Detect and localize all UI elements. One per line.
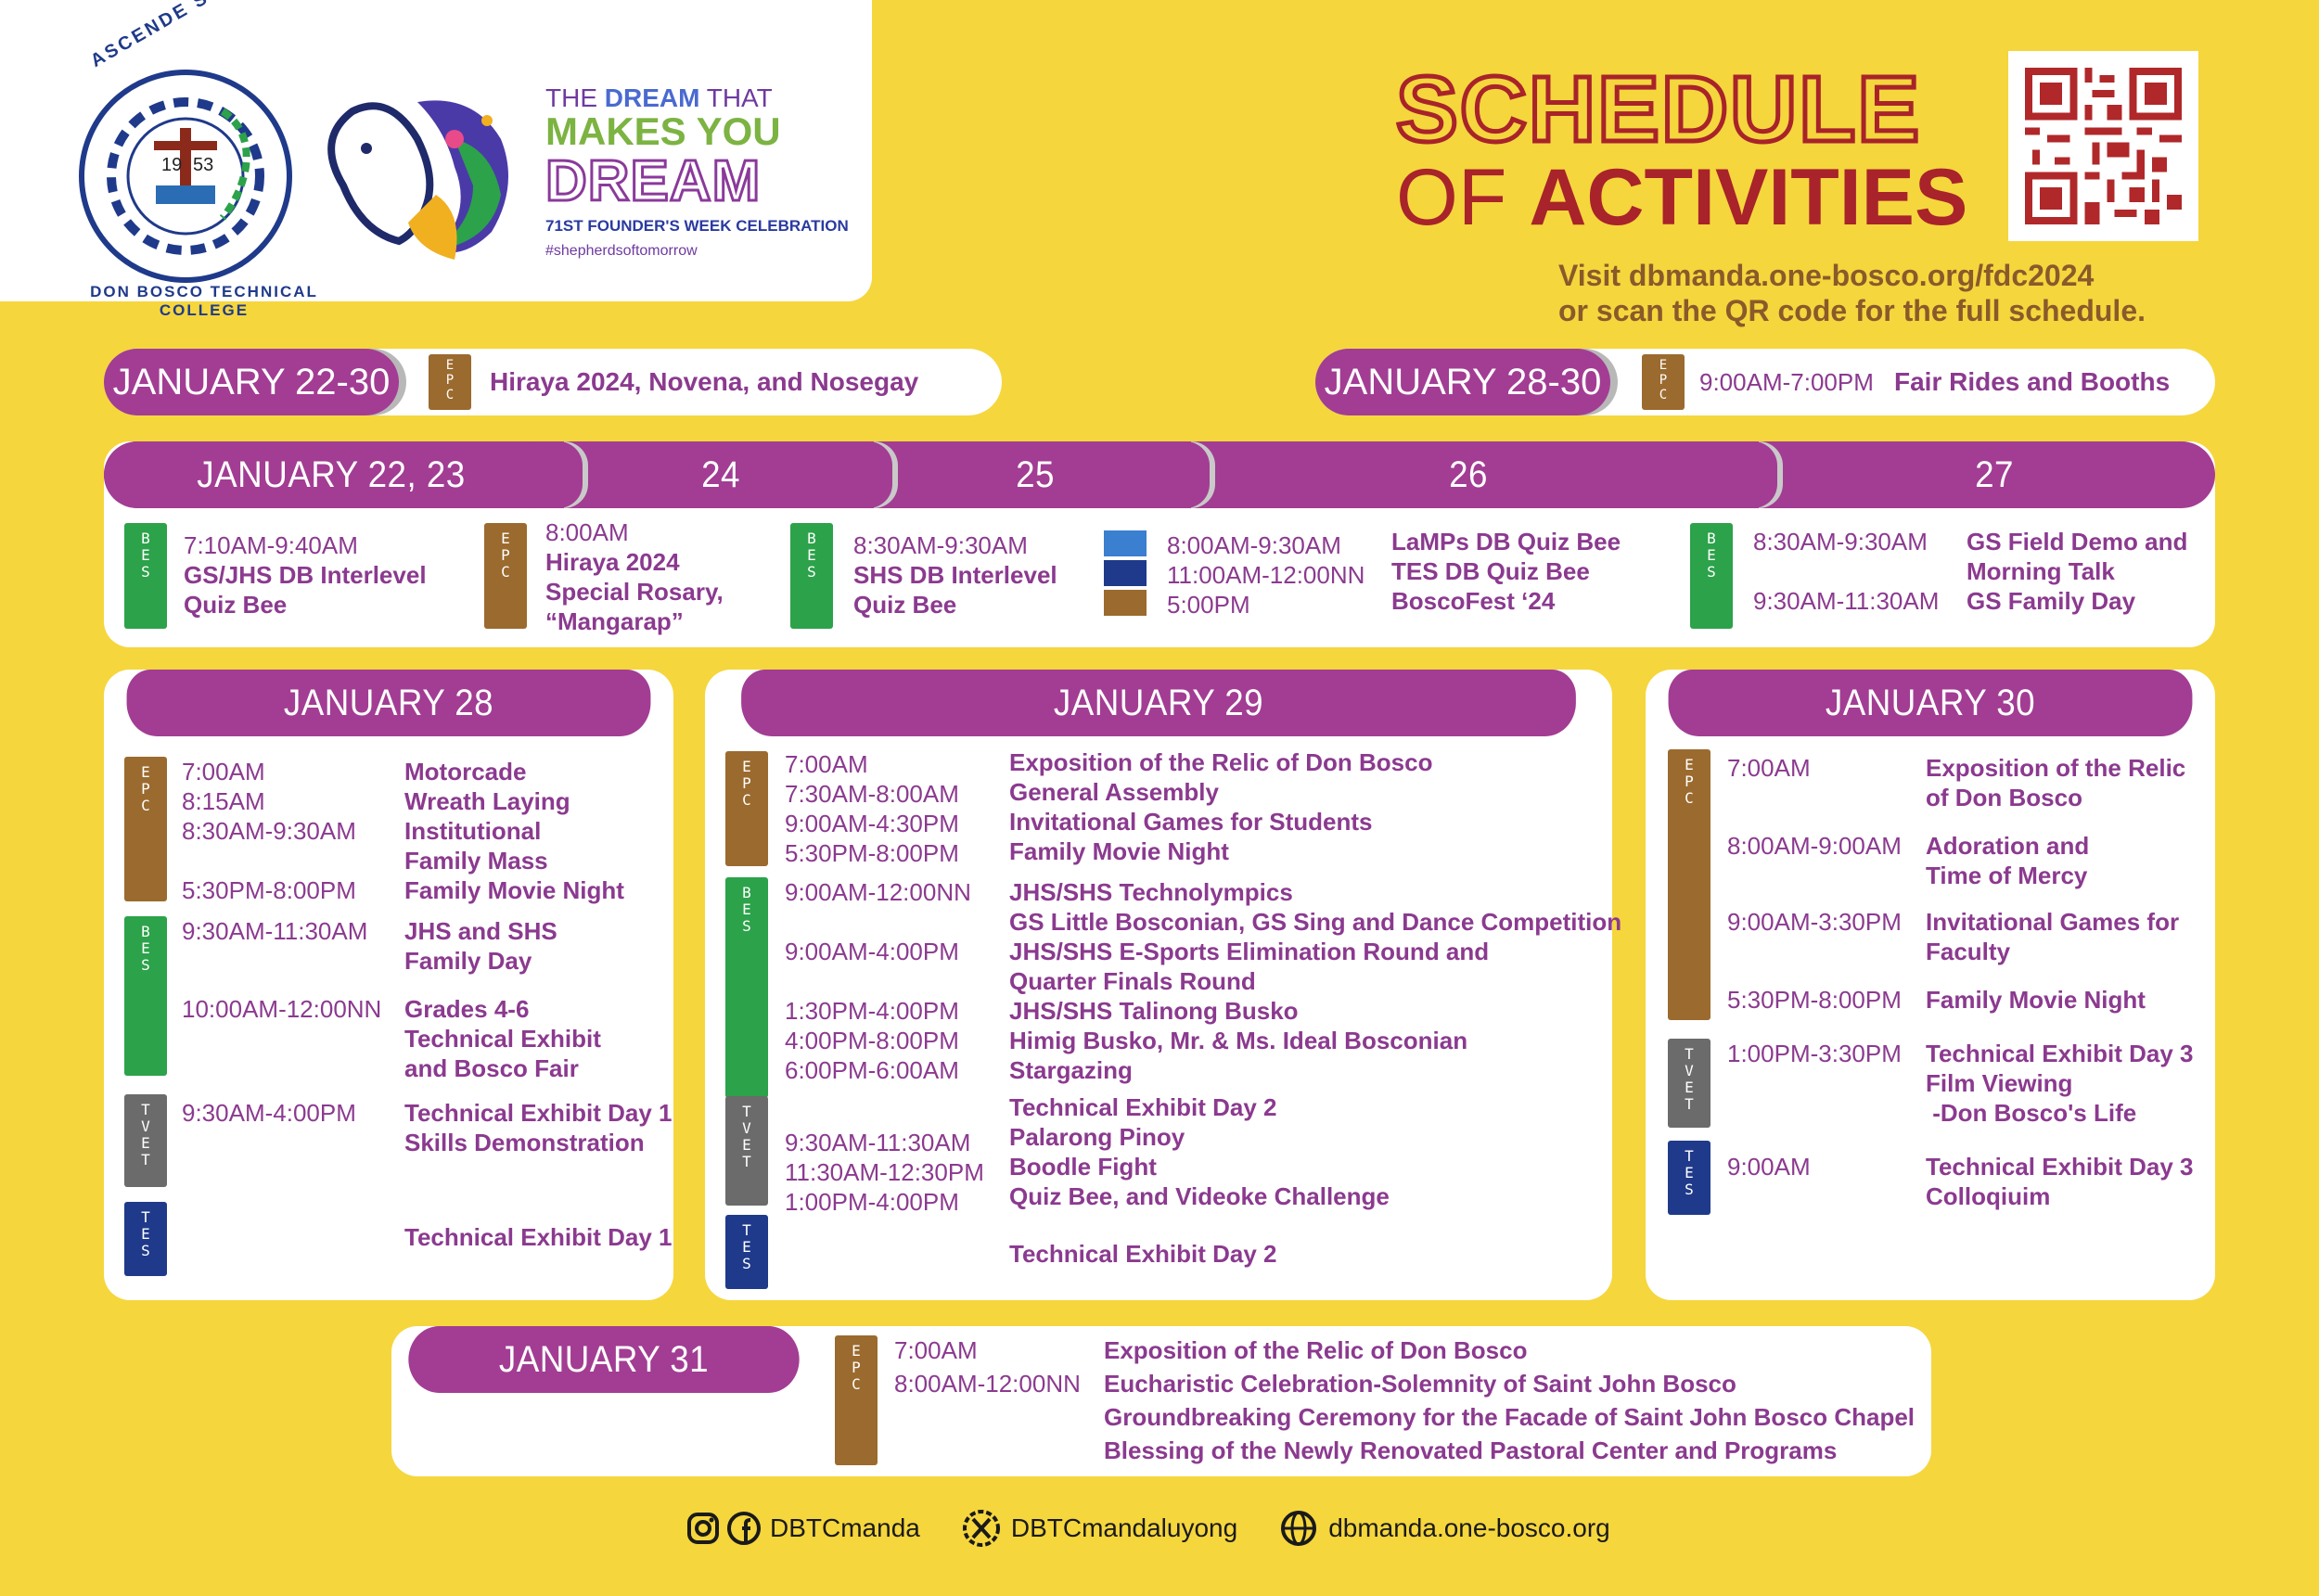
event-time: 8:30AM-9:30AM — [853, 531, 1028, 559]
category-epc-badge: E P C — [1668, 749, 1710, 1020]
facebook-icon — [725, 1510, 762, 1547]
event-fair-rides: Fair Rides and Booths — [1894, 367, 2171, 396]
category-epc-badge: E P C — [484, 523, 527, 629]
event-name: Hiraya 2024 Special Rosary, “Mangarap” — [545, 548, 724, 635]
jan29-header: JANUARY 29 — [741, 670, 1576, 736]
category-bes-badge: B E S — [790, 523, 833, 629]
event-time: 9:00AM — [1727, 1153, 1811, 1181]
visit-line2: or scan the QR code for the full schedule. — [1558, 294, 2146, 327]
jan31-header: JANUARY 31 — [408, 1326, 799, 1393]
event-bar-jan22-30 — [104, 349, 1002, 415]
jan28-header: JANUARY 28 — [127, 670, 651, 736]
category-tes-swatch — [1104, 560, 1147, 586]
event-names: Exposition of the Relic of Don Bosco Eucharistic Celebration-Solemnity of Saint John Bosco Groundbreaking Ceremony for the Facade of Saint John Bosco Chapel Blessing of the Newly Renovated Pastoral Center and Programs — [1104, 1336, 1915, 1464]
event-name: Exposition of the Relic of Don Bosco — [1926, 754, 2186, 811]
title-schedule: SCHEDULE — [1396, 57, 1922, 161]
event-name: Grades 4-6 Technical Exhibit and Bosco Fair — [404, 995, 601, 1082]
week-card — [104, 441, 2215, 647]
event-name: Invitational Games for Faculty — [1926, 908, 2180, 965]
social-handle: DBTCmanda — [770, 1513, 920, 1542]
category-tes-badge: T E S — [1668, 1141, 1710, 1215]
event-name: Family Movie Night — [1926, 986, 2146, 1014]
category-bes-badge: B E S — [124, 916, 167, 1076]
category-epc-badge: E P C — [1642, 354, 1685, 410]
event-time: 8:00AM-9:00AM — [1727, 832, 1902, 860]
event-times: 7:00AM 8:00AM-12:00NN — [894, 1336, 1081, 1398]
category-tes-badge: T E S — [124, 1202, 167, 1276]
event-times: 9:30AM-11:30AM 11:30AM-12:30PM 1:00PM-4:00PM — [785, 1129, 984, 1216]
seal-school-name: DON BOSCO TECHNICAL COLLEGE — [90, 283, 318, 319]
jan28-card — [104, 670, 673, 1300]
week-day-25: 25 — [1016, 453, 1055, 495]
event-name: Technical Exhibit Day 2 — [1009, 1240, 1277, 1268]
event-name: Technical Exhibit Day 3 Film Viewing -Don Bosco's Life — [1926, 1040, 2194, 1127]
school-seal — [65, 56, 306, 297]
social-handle: DBTCmandaluyong — [1010, 1513, 1238, 1542]
svg-text:19: 19 — [161, 155, 183, 175]
x-twitter-icon — [961, 1508, 1002, 1549]
event-names: Exposition of the Relic of Don Bosco General Assembly Invitational Games for Students Family Movie Night — [1009, 748, 1433, 865]
category-epc-swatch — [1104, 590, 1147, 616]
event-times: 7:00AM 7:30AM-8:00AM 9:00AM-4:30PM 5:30PM-8:00PM — [785, 750, 959, 867]
week-day-jan22-23: JANUARY 22, 23 — [197, 453, 466, 495]
social-website[interactable] — [1278, 1508, 1610, 1549]
event-time: 9:30AM-4:00PM — [182, 1099, 356, 1127]
globe-icon — [1278, 1508, 1319, 1549]
event-times: 8:00AM-9:30AM 11:00AM-12:00NN 5:00PM — [1167, 531, 1365, 619]
event-time: 9:30AM-11:30AM — [182, 917, 368, 945]
event-times: 9:00AM-12:00NN 9:00AM-4:00PM 1:30PM-4:00PM 4:00PM-8:00PM 6:00PM-6:00AM — [785, 878, 971, 1084]
category-tvet-badge: T V E T — [124, 1094, 167, 1187]
event-names: Technical Exhibit Day 2 Palarong Pinoy Boodle Fight Quiz Bee, and Videoke Challenge — [1009, 1093, 1390, 1210]
event-names: Motorcade Wreath Laying Institutional Family Mass Family Movie Night — [404, 758, 624, 904]
event-time: 10:00AM-12:00NN — [182, 995, 382, 1023]
category-epc-badge: E P C — [124, 757, 167, 901]
event-time: 9:00AM-3:30PM — [1727, 908, 1902, 936]
event-name: Technical Exhibit Day 1 Skills Demonstration — [404, 1099, 673, 1156]
title-activities: OF ACTIVITIES — [1396, 153, 1968, 242]
lamb-dream-logo — [315, 83, 529, 269]
website-url: dbmanda.one-bosco.org — [1328, 1513, 1610, 1542]
event-names: LaMPs DB Quiz Bee TES DB Quiz Bee BoscoFest ‘24 — [1391, 528, 1621, 615]
category-epc-badge: E P C — [835, 1335, 878, 1465]
date-pill-jan28-30: JANUARY 28-30 — [1315, 349, 1610, 415]
visit-line1: Visit dbmanda.one-bosco.org/fdc2024 — [1558, 259, 2095, 292]
event-hiraya-novena: Hiraya 2024, Novena, and Nosegay — [490, 367, 919, 396]
week-day-26: 26 — [1449, 453, 1488, 495]
jan30-header: JANUARY 30 — [1669, 670, 2193, 736]
category-epc-badge: E P C — [429, 354, 471, 410]
category-epc-badge: E P C — [725, 751, 768, 866]
category-bes-badge: B E S — [725, 877, 768, 1098]
event-name: SHS DB Interlevel Quiz Bee — [853, 561, 1057, 619]
category-color-swatch — [1104, 530, 1147, 556]
event-names: JHS/SHS Technolympics GS Little Bosconian, GS Sing and Dance Competition JHS/SHS E-Sports Elimination Round and Quarter Finals Round JHS/SHS Talinong Busko Himig Busko, Mr. & Ms. Ideal Bosconian Stargazing — [1009, 878, 1622, 1084]
qr-code[interactable] — [2008, 51, 2198, 241]
event-time: 1:00PM-3:30PM — [1727, 1040, 1902, 1067]
event-names: GS Field Demo and Morning Talk GS Family Day — [1967, 528, 2188, 615]
category-tes-badge: T E S — [725, 1215, 768, 1289]
category-tvet-badge: T V E T — [725, 1096, 768, 1206]
event-name: Technical Exhibit Day 3 Colloqiuim — [1926, 1153, 2194, 1210]
event-time: 9:00AM-7:00PM — [1699, 368, 1874, 396]
svg-text:53: 53 — [193, 155, 214, 175]
date-pill-jan22-30: JANUARY 22-30 — [104, 349, 399, 415]
theme-hashtag: #shepherdsoftomorrow — [545, 243, 698, 259]
week-day-24: 24 — [701, 453, 740, 495]
event-name: Technical Exhibit Day 1 — [404, 1223, 673, 1251]
category-bes-badge: B E S — [1690, 523, 1733, 629]
theme-line3: DREAM — [545, 149, 762, 213]
week-day-27: 27 — [1975, 453, 2014, 495]
jan29-card — [705, 670, 1622, 1300]
social-dbtcmandaluyong[interactable] — [961, 1508, 1237, 1549]
category-bes-badge: B E S — [124, 523, 167, 629]
event-bar-jan28-30 — [1315, 349, 2215, 415]
instagram-icon — [685, 1510, 722, 1547]
jan30-card — [1646, 670, 2215, 1300]
event-time: 7:00AM — [1727, 754, 1811, 782]
event-time: 7:10AM-9:40AM — [184, 531, 358, 559]
category-tvet-badge: T V E T — [1668, 1039, 1710, 1128]
jan31-card — [391, 1326, 1931, 1476]
social-dbtcmanda[interactable] — [685, 1510, 920, 1547]
event-name: GS/JHS DB Interlevel Quiz Bee — [184, 561, 427, 619]
theme-line4: 71ST FOUNDER'S WEEK CELEBRATION — [545, 217, 849, 235]
footer-social — [685, 1508, 1649, 1549]
event-time: 8:00AM — [545, 518, 629, 546]
event-name: Adoration and Time of Mercy — [1926, 832, 2090, 889]
event-times: 8:30AM-9:30AM 9:30AM-11:30AM — [1753, 528, 1940, 615]
event-name: JHS and SHS Family Day — [404, 917, 557, 975]
theme-line1: THE DREAM THAT — [545, 83, 773, 112]
event-time: 5:30PM-8:00PM — [1727, 986, 1902, 1014]
event-times: 7:00AM 8:15AM 8:30AM-9:30AM 5:30PM-8:00PM — [182, 758, 356, 904]
theme-line2: MAKES YOU — [545, 109, 781, 153]
